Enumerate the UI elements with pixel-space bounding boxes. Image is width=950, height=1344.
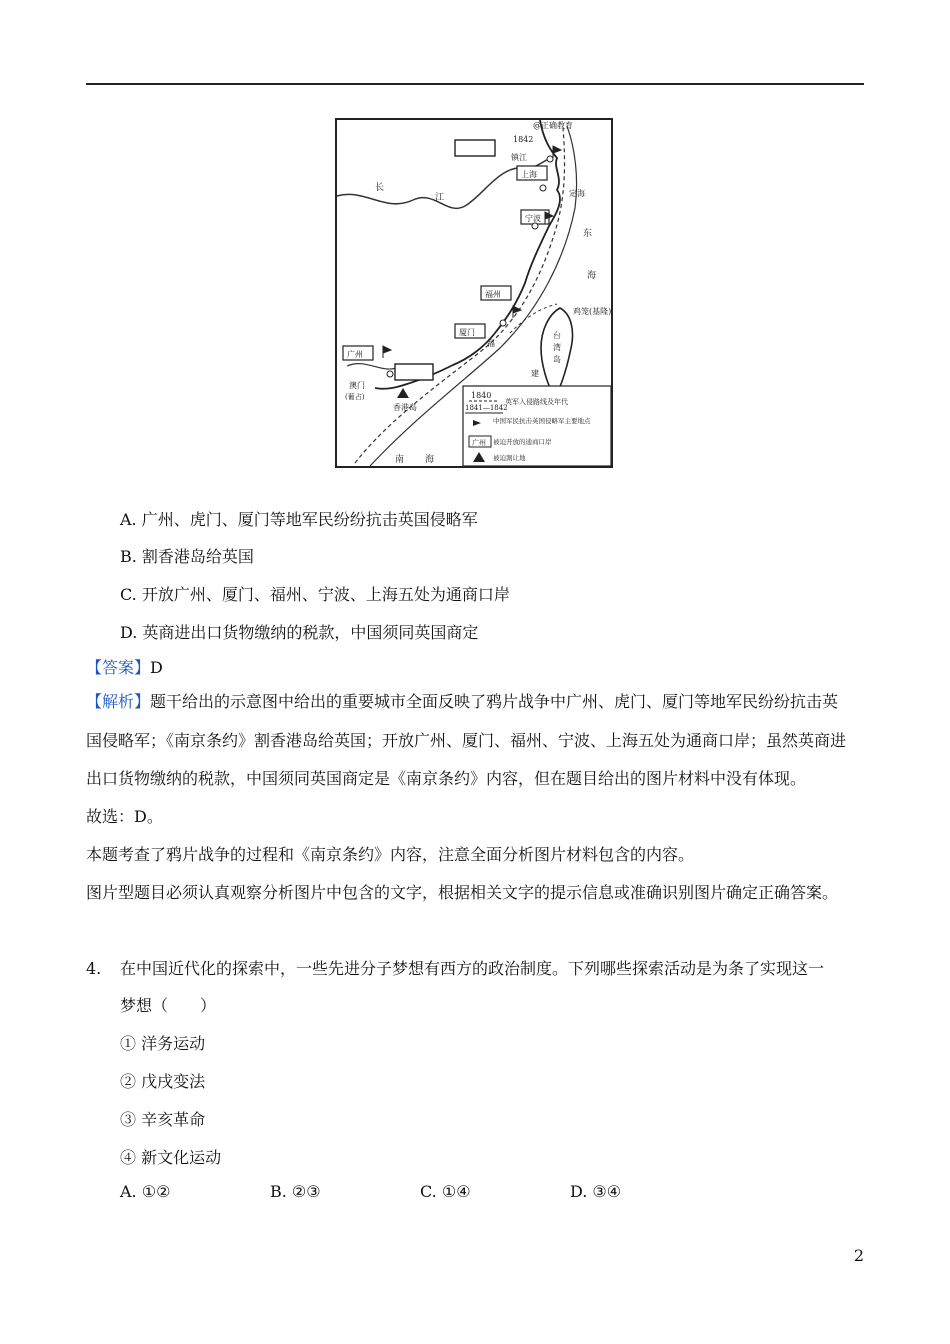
question4-choice-b: B. ②③ bbox=[270, 1182, 321, 1201]
legend-year1: 1840 bbox=[471, 391, 492, 400]
analysis-line-1 bbox=[86, 692, 838, 712]
legend-year2: 1841—1842 bbox=[465, 404, 508, 412]
analysis-comment-2: 图片型题目必须认真观察分析图片中包含的文字，根据相关文字的提示信息或准确识别图片确定正确答案。 bbox=[86, 883, 839, 902]
option-a: A. 广州、虎门、厦门等地军民纷纷抗击英国侵略军 bbox=[120, 510, 478, 529]
legend-flag-desc: 中国军民抗击英国侵略军主要地点 bbox=[493, 417, 591, 425]
question4-number: 4. bbox=[86, 959, 102, 978]
label-aomen: 澳门 bbox=[349, 381, 365, 390]
analysis-label: 【解析】 bbox=[86, 692, 151, 711]
label-jiang: 江 bbox=[435, 193, 445, 203]
analysis-comment-1: 本题考查了鸦片战争的过程和《南京条约》内容，注意全面分析图片材料包含的内容。 bbox=[86, 845, 695, 864]
option-b: B. 割香港岛给英国 bbox=[120, 547, 254, 566]
label-zhenjiang: 镇江 bbox=[511, 153, 527, 162]
question4-item-2: ② 戊戌变法 bbox=[120, 1072, 206, 1091]
question4-item-4: ④ 新文化运动 bbox=[120, 1148, 222, 1167]
question4-choice-c: C. ①④ bbox=[420, 1182, 471, 1201]
page-number: 2 bbox=[853, 1246, 864, 1265]
map-watermark: @正确教育 bbox=[533, 121, 573, 130]
analysis-line-2: 国侵略军；《南京条约》割香港岛给英国；开放广州、厦门、福州、宁波、上海五处为通商口岸；虽然英商进 bbox=[86, 731, 847, 750]
answer-value: D bbox=[150, 658, 163, 677]
label-shanghai: 上海 bbox=[521, 170, 537, 179]
label-fuzhou: 福州 bbox=[485, 290, 501, 299]
label-tai: 台 bbox=[553, 331, 561, 340]
legend-route-title: 英军入侵路线及年代 bbox=[505, 398, 568, 406]
blank-box-top bbox=[455, 140, 495, 156]
question4-item-1: ① 洋务运动 bbox=[120, 1034, 206, 1053]
legend-ceded-desc: 被迫割让地 bbox=[493, 454, 526, 462]
analysis-line-3: 出口货物缴纳的税款，中国须同英国商定是《南京条约》内容，但在题目给出的图片材料中没有体现。 bbox=[86, 769, 807, 788]
question4-choice-a: A. ①② bbox=[120, 1182, 171, 1201]
label-wan: 湾 bbox=[553, 343, 561, 352]
blank-box-bottom bbox=[395, 364, 433, 380]
label-aomen-note: (葡占) bbox=[345, 393, 365, 401]
label-hai: 海 bbox=[587, 271, 597, 281]
label-jilong: 鸡笼(基隆) bbox=[573, 307, 612, 316]
question4-stem-1: 在中国近代化的探索中，一些先进分子梦想有西方的政治制度。下列哪些探索活动是为条了实现这一 bbox=[120, 959, 825, 978]
label-dao: 岛 bbox=[553, 355, 561, 364]
label-chang: 长 bbox=[375, 183, 385, 193]
question4-stem-2: 梦想（ ） bbox=[120, 996, 217, 1015]
legend-port-desc: 被迫开放的通商口岸 bbox=[493, 438, 552, 446]
analysis-conclusion: 故选：D。 bbox=[86, 807, 163, 826]
question4-item-3: ③ 辛亥革命 bbox=[120, 1110, 206, 1129]
map-year-1842: 1842 bbox=[513, 135, 534, 144]
label-dong: 东 bbox=[583, 229, 593, 239]
option-d: D. 英商进出口货物缴纳的税款，中国须同英国商定 bbox=[120, 623, 479, 642]
label-nan: 南 bbox=[395, 455, 405, 465]
label-xiamen: 厦门 bbox=[459, 328, 475, 337]
opium-war-map bbox=[335, 118, 613, 468]
answer-line bbox=[86, 658, 163, 678]
label-guangzhou: 广州 bbox=[347, 350, 363, 359]
label-hongkong: 香港岛 bbox=[393, 403, 417, 412]
question4-choice-d: D. ③④ bbox=[570, 1182, 622, 1201]
label-fu: 福 bbox=[487, 339, 495, 348]
header-rule bbox=[86, 83, 864, 85]
label-jian: 建 bbox=[531, 369, 539, 378]
option-c: C. 开放广州、厦门、福州、宁波、上海五处为通商口岸 bbox=[120, 585, 510, 604]
label-dinghai: 定海 bbox=[569, 189, 585, 198]
legend-port-sample: 广州 bbox=[472, 439, 486, 447]
label-ningbo: 宁波 bbox=[525, 214, 541, 223]
analysis-text-1: 题干给出的示意图中给出的重要城市全面反映了鸦片战争中广州、虎门、厦门等地军民纷纷抗击英 bbox=[150, 692, 839, 711]
label-nan-hai: 海 bbox=[425, 455, 435, 465]
answer-label: 【答案】 bbox=[86, 658, 151, 677]
